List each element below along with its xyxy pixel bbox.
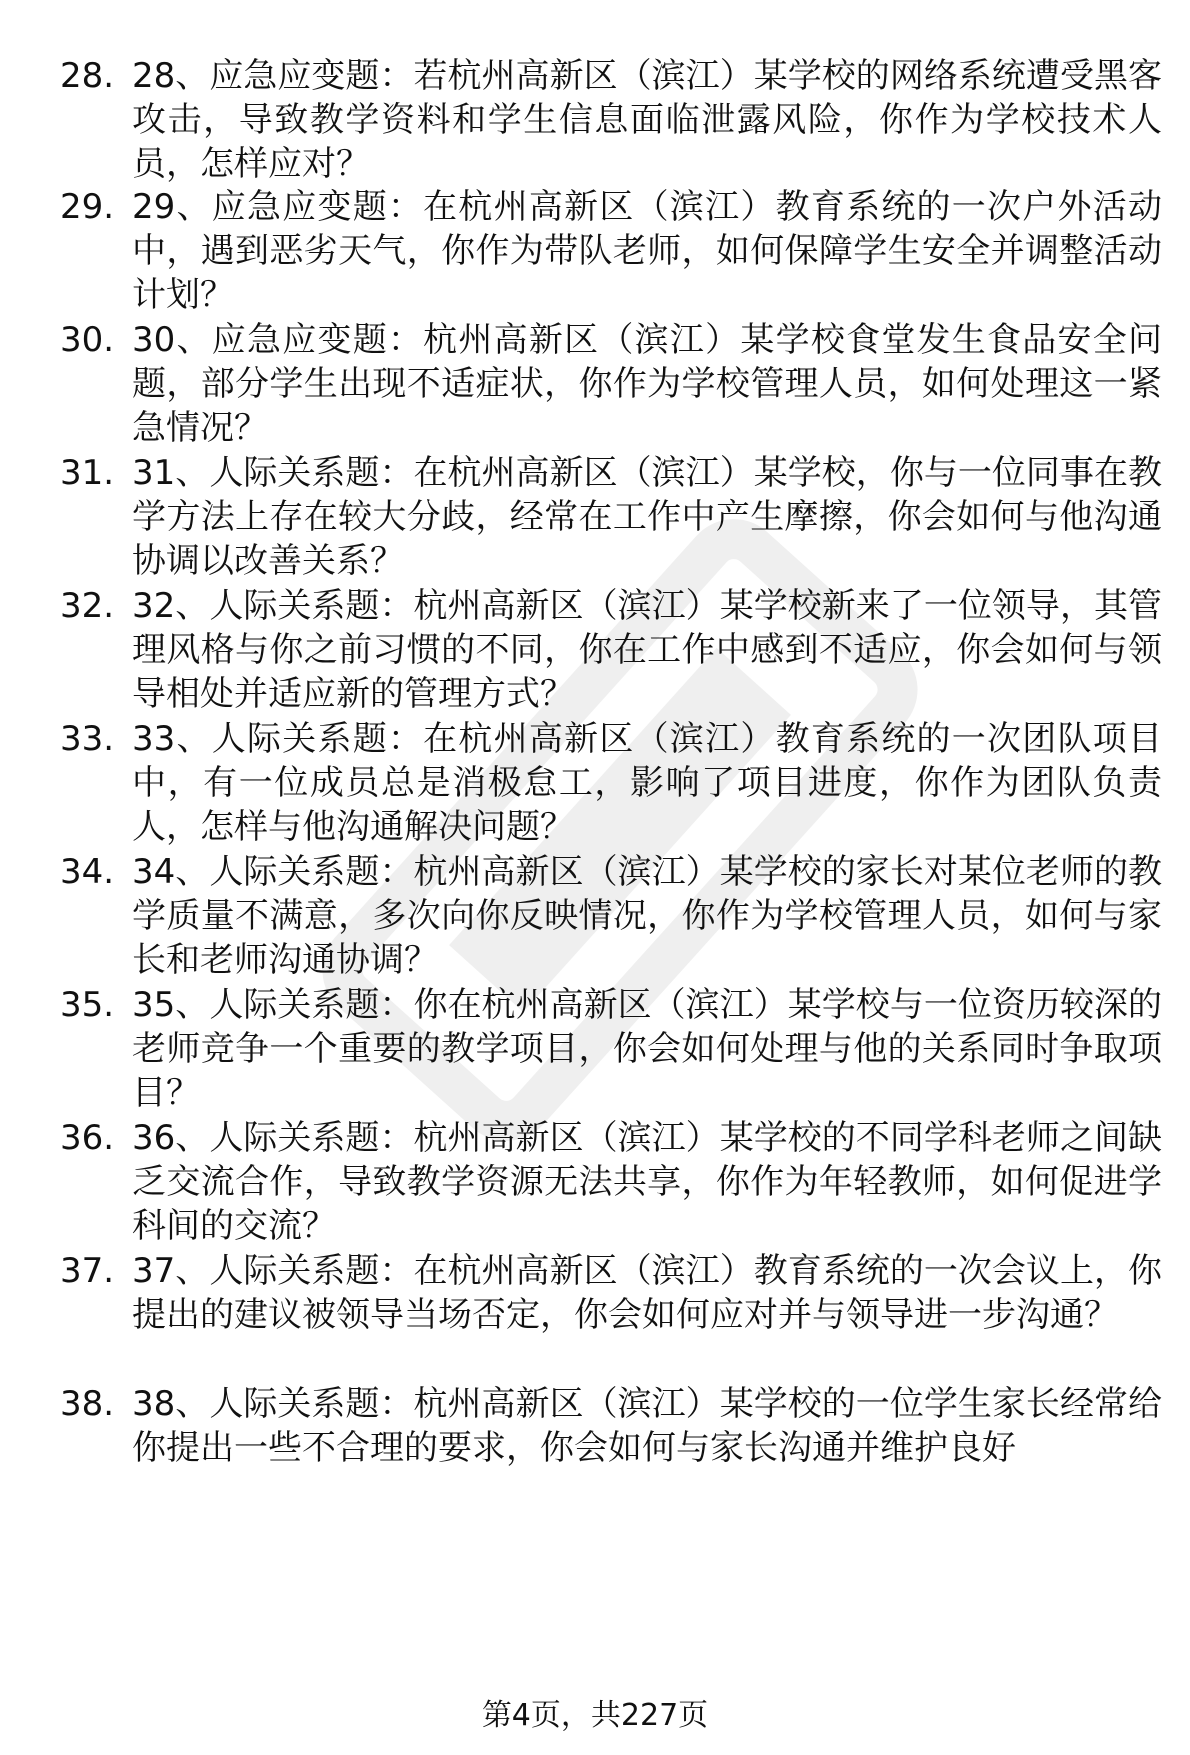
page-number-footer: 第4页，共227页 — [481, 1698, 709, 1733]
question-text: 31、人际关系题：在杭州高新区（滨江）某学校，你与一位同事在教学方法上存在较大分歧，经常在工作中产生摩擦，你会如何与他沟通协调以改善关系？ — [132, 453, 1162, 581]
question-number: 37. — [60, 1251, 115, 1291]
question-number: 33. — [60, 719, 115, 759]
question-text: 38、人际关系题：杭州高新区（滨江）某学校的一位学生家长经常给你提出一些不合理的要求，你会如何与家长沟通并维护良好 — [132, 1384, 1162, 1468]
question-number: 32. — [60, 586, 115, 626]
question-number: 29. — [60, 187, 115, 227]
question-number: 31. — [60, 453, 115, 493]
question-text: 33、人际关系题：在杭州高新区（滨江）教育系统的一次团队项目中，有一位成员总是消极怠工，影响了项目进度，你作为团队负责人，怎样与他沟通解决问题？ — [132, 719, 1162, 847]
question-text: 35、人际关系题：你在杭州高新区（滨江）某学校与一位资历较深的老师竞争一个重要的教学项目，你会如何处理与他的关系同时争取项目？ — [132, 985, 1162, 1113]
question-text: 28、应急应变题：若杭州高新区（滨江）某学校的网络系统遭受黑客攻击，导致教学资料和学生信息面临泄露风险，你作为学校技术人员，怎样应对？ — [132, 56, 1162, 184]
question-number: 38. — [60, 1384, 115, 1424]
question-number: 28. — [60, 56, 115, 96]
question-number: 30. — [60, 320, 115, 360]
question-text: 32、人际关系题：杭州高新区（滨江）某学校新来了一位领导，其管理风格与你之前习惯的不同，你在工作中感到不适应，你会如何与领导相处并适应新的管理方式？ — [132, 586, 1162, 714]
question-number: 36. — [60, 1118, 115, 1158]
question-number: 34. — [60, 852, 115, 892]
question-text: 36、人际关系题：杭州高新区（滨江）某学校的不同学科老师之间缺乏交流合作，导致教学资源无法共享，你作为年轻教师，如何促进学科间的交流？ — [132, 1118, 1162, 1246]
question-number: 35. — [60, 985, 115, 1025]
question-text: 37、人际关系题：在杭州高新区（滨江）教育系统的一次会议上，你提出的建议被领导当场否定，你会如何应对并与领导进一步沟通？ — [132, 1251, 1162, 1335]
question-text: 34、人际关系题：杭州高新区（滨江）某学校的家长对某位老师的教学质量不满意，多次向你反映情况，你作为学校管理人员，如何与家长和老师沟通协调？ — [132, 852, 1162, 980]
question-text: 30、应急应变题：杭州高新区（滨江）某学校食堂发生食品安全问题，部分学生出现不适症状，你作为学校管理人员，如何处理这一紧急情况？ — [132, 320, 1162, 448]
question-text: 29、应急应变题：在杭州高新区（滨江）教育系统的一次户外活动中，遇到恶劣天气，你作为带队老师，如何保障学生安全并调整活动计划？ — [132, 187, 1162, 315]
